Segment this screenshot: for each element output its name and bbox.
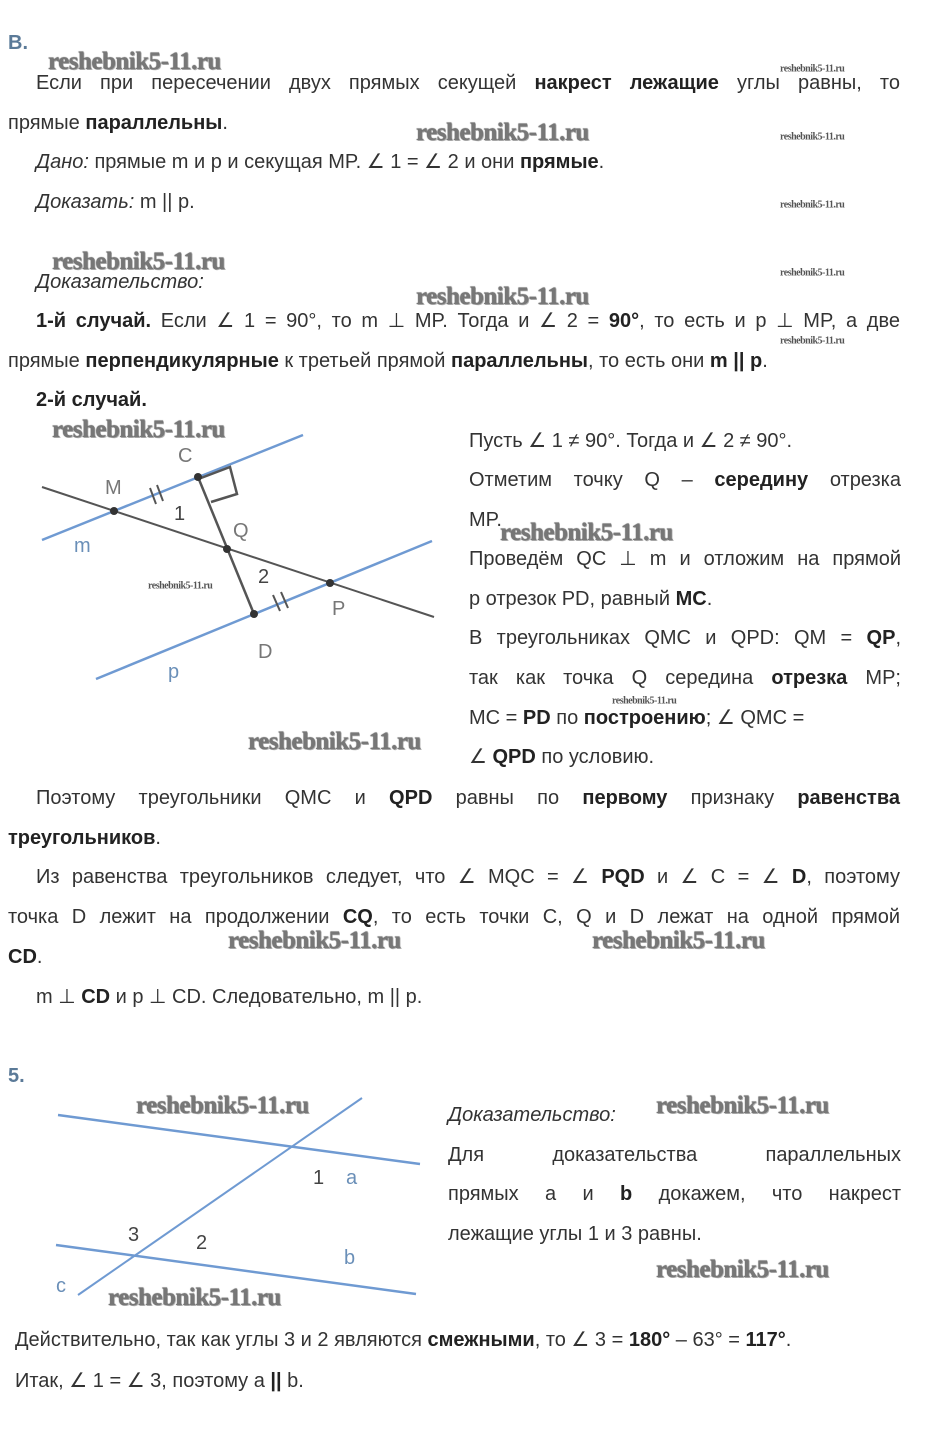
text-segment: QP — [866, 627, 896, 649]
text-segment: Дано: — [36, 151, 89, 173]
text-segment: накрест лежащие — [534, 72, 719, 94]
text-segment: так как точка Q середина — [469, 667, 772, 689]
figure-2-parallel-lines — [56, 1098, 420, 1297]
text-segment: m ⊥ — [36, 986, 82, 1008]
text-segment: b — [620, 1183, 633, 1205]
watermark: reshebnik5-11.ru — [592, 927, 765, 954]
text-segment: 90° — [608, 310, 640, 332]
label-angle-1: 1 — [174, 503, 186, 525]
text-segment: отрезка — [808, 469, 901, 491]
text-segment: треугольников — [8, 827, 156, 849]
text-segment: MP; — [847, 667, 901, 689]
text-segment: 2-й случай. — [36, 389, 147, 411]
label-line-m: m — [74, 535, 91, 557]
point-m — [110, 507, 118, 515]
line-c — [78, 1098, 362, 1295]
text-segment: ; ∠ QMC = — [705, 707, 805, 729]
text-segment: Пусть ∠ 1 ≠ 90°. Тогда и ∠ 2 ≠ 90°. — [469, 430, 793, 452]
text-segment: прямые m и p и секущая MP. ∠ 1 = ∠ 2 и они — [88, 151, 520, 173]
text-segment: прямые — [519, 151, 599, 173]
label-angle-2: 2 — [258, 566, 270, 588]
point-c — [194, 473, 202, 481]
text-segment: . — [155, 827, 161, 849]
text-segment: , — [895, 627, 901, 649]
watermark: reshebnik5-11.ru — [416, 119, 589, 146]
text-segment: PD — [522, 707, 551, 729]
text-segment: QPD — [389, 787, 433, 809]
watermark: reshebnik5-11.ru — [228, 927, 401, 954]
text-segment: m || p — [709, 350, 763, 372]
text-segment: b. — [281, 1370, 304, 1392]
text-segment: параллельны — [85, 112, 223, 134]
watermark: reshebnik5-11.ru — [656, 1092, 829, 1119]
text-segment: m || p. — [134, 191, 195, 213]
text-segment: . — [222, 112, 228, 134]
text-segment: , то есть точки C, Q и D лежат на одной прямой — [372, 906, 900, 928]
text-segment: по — [550, 707, 584, 729]
text-segment: Доказательство: — [36, 271, 204, 293]
text-segment: смежными — [427, 1329, 535, 1351]
text-segment: по условию. — [535, 746, 655, 768]
label-line-a: a — [346, 1167, 358, 1189]
label-p-point: P — [332, 598, 346, 620]
secant-mp — [42, 487, 434, 617]
line-m — [42, 435, 303, 540]
watermark: reshebnik5-11.ru — [416, 283, 589, 310]
text-segment: ∠ — [469, 746, 493, 768]
text-segment: Если при пересечении двух прямых секущей — [36, 72, 535, 94]
text-segment: параллельны — [451, 350, 588, 372]
watermark: reshebnik5-11.ru — [248, 728, 421, 755]
text-segment: перпендикулярные — [85, 350, 279, 372]
watermark: reshebnik5-11.ru — [780, 131, 845, 143]
text-segment: лежащие углы 1 и 3 равны. — [448, 1223, 702, 1245]
text-segment: , то ∠ 3 = — [534, 1329, 629, 1351]
text-segment: Если ∠ 1 = 90°, то m ⊥ MP. Тогда и ∠ 2 = — [151, 310, 609, 332]
text-segment: Доказать: — [36, 191, 135, 213]
text-segment: 1-й случай. — [36, 310, 152, 332]
text-segment: В треугольниках QMC и QPD: QM = — [469, 627, 867, 649]
watermark: reshebnik5-11.ru — [500, 519, 673, 546]
text-segment: Итак, ∠ 1 = ∠ 3, поэтому a — [15, 1370, 271, 1392]
text-segment: || — [270, 1370, 282, 1392]
point-p — [326, 579, 334, 587]
text-segment: , то есть и p ⊥ MP, а две — [639, 310, 900, 332]
text-segment: – 63° = — [670, 1329, 746, 1351]
equal-tick-dp — [273, 592, 288, 611]
text-segment: Отметим точку Q – — [469, 469, 715, 491]
watermark: reshebnik5-11.ru — [780, 63, 845, 75]
text-segment: Из равенства треугольников следует, что ∠ MQC = ∠ — [36, 866, 602, 888]
text-segment: MP. — [469, 509, 502, 531]
text-segment: 117° — [745, 1329, 786, 1351]
text-segment: D — [791, 866, 807, 888]
watermark: reshebnik5-11.ru — [52, 416, 225, 443]
text-segment: середину — [714, 469, 809, 491]
figure-1-parallel-lines-proof — [42, 435, 434, 683]
text-segment: . — [762, 350, 768, 372]
text-segment: , то есть они — [588, 350, 710, 372]
text-segment: 180° — [628, 1329, 671, 1351]
text-segment: к третьей прямой — [278, 350, 452, 372]
text-segment: и ∠ C = ∠ — [644, 866, 792, 888]
text-segment: MC — [675, 588, 707, 610]
text-segment: CD — [8, 946, 37, 968]
text-segment: . — [598, 151, 605, 173]
label-angle-3: 3 — [128, 1224, 140, 1246]
line-a — [58, 1115, 420, 1164]
label-q: Q — [233, 520, 249, 542]
watermark: reshebnik5-11.ru — [612, 695, 677, 707]
label-d: D — [258, 641, 273, 663]
text-segment: отрезка — [771, 667, 848, 689]
text-segment: . — [706, 588, 713, 610]
watermark: reshebnik5-11.ru — [148, 580, 213, 592]
watermark: reshebnik5-11.ru — [656, 1256, 829, 1283]
label-line-b: b — [344, 1247, 356, 1269]
watermark: reshebnik5-11.ru — [780, 199, 845, 211]
text-segment: прямые — [8, 350, 86, 372]
text-segment: прямых a и — [448, 1183, 621, 1205]
watermark: reshebnik5-11.ru — [52, 248, 225, 275]
point-q — [223, 545, 231, 553]
text-segment: Для доказательства параллельных — [448, 1144, 901, 1166]
watermark: reshebnik5-11.ru — [780, 267, 845, 279]
watermark: reshebnik5-11.ru — [780, 335, 845, 347]
text-segment: построению — [583, 707, 706, 729]
text-segment: признаку — [667, 787, 798, 809]
text-segment: равенства — [797, 787, 900, 809]
text-segment: докажем, что накрест — [632, 1183, 901, 1205]
watermark: reshebnik5-11.ru — [48, 48, 221, 75]
label-m-point: M — [105, 477, 122, 499]
text-segment: Проведём QC ⊥ m и отложим на прямой — [469, 548, 901, 570]
text-segment: p отрезок PD, равный — [469, 588, 676, 610]
watermark: reshebnik5-11.ru — [108, 1284, 281, 1311]
label-c: C — [178, 445, 193, 467]
label-angle-2: 2 — [196, 1232, 208, 1254]
label-line-p: p — [168, 661, 180, 683]
text-segment: CQ — [342, 906, 373, 928]
text-segment: В. — [8, 32, 28, 54]
text-segment: 5. — [8, 1065, 25, 1087]
text-segment: первому — [582, 787, 668, 809]
text-segment: CD — [81, 986, 111, 1008]
text-segment: Доказательство: — [448, 1104, 616, 1126]
text-segment: , поэтому — [806, 866, 900, 888]
text-segment: прямые — [8, 112, 86, 134]
text-segment: углы равны, то — [718, 72, 900, 94]
label-line-c: c — [56, 1275, 66, 1297]
text-segment: точка D лежит на продолжении — [8, 906, 343, 928]
text-segment: Поэтому треугольники QMC и — [36, 787, 390, 809]
text-segment: . — [36, 946, 43, 968]
text-segment: QPD — [492, 746, 536, 768]
text-segment: равны по — [432, 787, 583, 809]
text-segment: PQD — [601, 866, 645, 888]
point-d — [250, 610, 258, 618]
text-segment: Действительно, так как углы 3 и 2 являются — [15, 1329, 428, 1351]
text-segment: . — [785, 1329, 792, 1351]
watermark: reshebnik5-11.ru — [136, 1092, 309, 1119]
label-angle-1: 1 — [313, 1167, 325, 1189]
text-segment: MC = — [469, 707, 523, 729]
text-segment: и p ⊥ CD. Следовательно, m || p. — [110, 986, 423, 1008]
